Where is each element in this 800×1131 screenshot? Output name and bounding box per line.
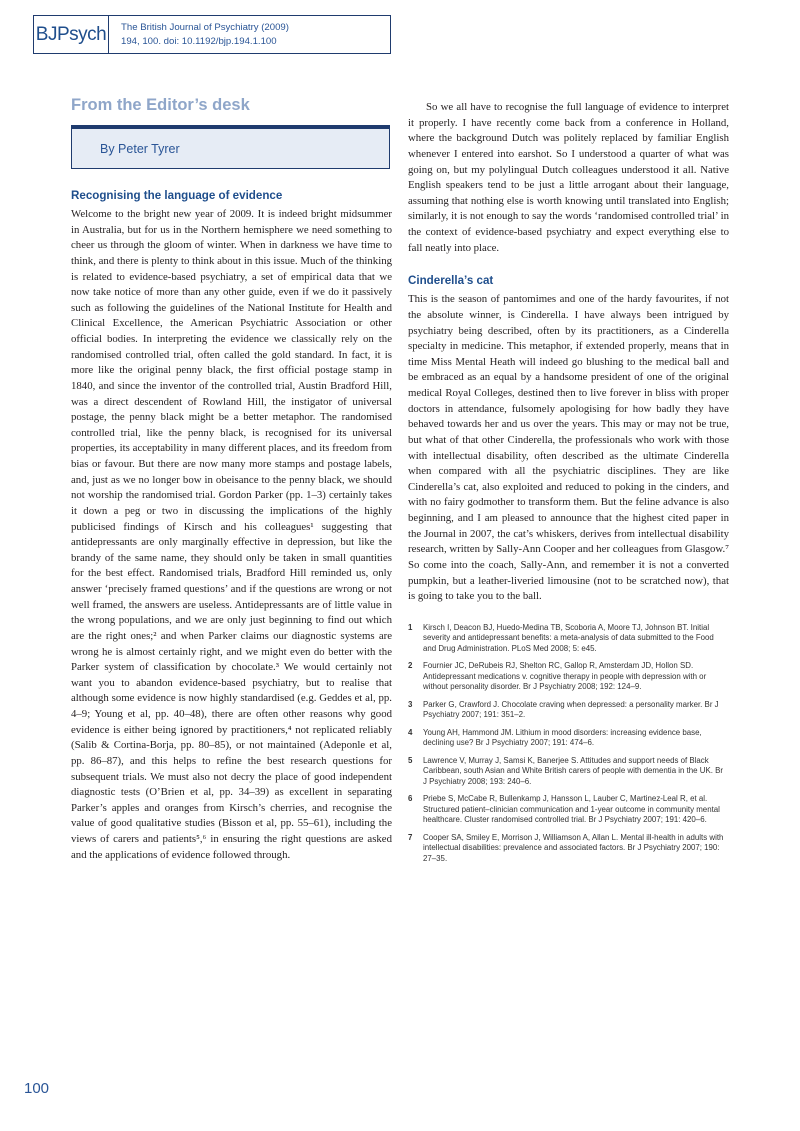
reference-item: 3 Parker G, Crawford J. Chocolate craving when depressed: a personality marker. Br J Psychiatry 2007; 191: 351–2. [408,699,719,720]
journal-name: The British Journal of Psychiatry (2009) [121,22,289,33]
page-number: 100 [24,1080,50,1097]
reference-item: 7 Cooper SA, Smiley E, Morrison J, Williamson A, Allan L. Mental ill-health in adults with intellectual disabilities: prevalence and associated factors. Br J Psychiatry 2007; 190: 27–35. [408,832,724,863]
bjpsych-logo: BJPsych [34,16,109,53]
heading-cinderellas-cat: Cinderella’s cat [408,274,494,288]
paragraph-2: So we all have to recognise the full language of evidence to interpret it properly. I have recently come back from a conference in Holland, where the background Dutch was politely replaced by familiar English whenever I entered into earshot. So I understood a quarter of what was going on, but my polylingual Dutch colleagues understood it all. Native English speakers tend to be just a little arrogant about their language, assuming that nothing else is worth knowing until translated into English; similarly, it is not enough to say the words ‘randomised controlled trial’ in the context of evidence-based psychiatry and expect everything else to fall neatly into place. [408,101,729,254]
reference-list [408,623,729,865]
reference-item: 6 Priebe S, McCabe R, Bullenkamp J, Hansson L, Lauber C, Martinez-Leal R, et al. Structured patient–clinician communication and 1-year outcome in community mental healthcare. Cluster randomised controlled trial. Br J Psychiatry 2007; 191: 420–6. [408,794,720,825]
paragraph-1: Welcome to the bright new year of 2009. It is indeed bright midsummer in Australia, but for us in the Northern hemisphere we need something to cheer us through the gloom of winter. When in darkness we have time to think, and there is plenty to think about in this issue. Much of the thinking is related to evidence-based psychiatry, a set of empirical data that we now take notice of more than any other guide, even if we do it passively such as following the guidelines of the National Institute for Health and Clinical Excellence, the American Psychiatric Association or other official bodies. In interpreting the evidence we classically rely on the randomised controlled trial, often called the gold standard. In fact, it is more like the original penny black, the first official postage stamp in 1840, and since the inventor of the controlled trial, Austin Bradford Hill, was a direct descendent of Rowland Hill, the instigator of universal postage, the penny black might be a better metaphor. The randomised controlled trial, like the penny black, is recognised for its universal properties, its acceptability in many different places, and its freedom from bias or favour. But there are now many more stamps and postage labels, and, just as we no longer bow in obeisance to the penny black, we should not worship the randomised trial. Gordon Parker (pp. 1–3) certainly takes it down a peg or two in discussing the implications of the highly publicised findings of Kirsch and his colleagues¹ suggesting that antidepressants are only marginally effective in depression, but like the brandy of the same name, they should only be taken in small quantities for the best effect. Randomised trials, Bradford Hill reminded us, only answer ‘precisely framed questions’ and if the questions are wrong or not well framed, the answers are useless. Antidepressants are of little value in the wrong populations, and we are only just beginning to find out which are the right ones;² and when Parker claims our diagnostic systems are wrong he is almost certainly right, and we might even do better with the Parker system of classification by chocolate.³ We would certainly not want you to abandon evidence-based psychiatry, but to realise that although some evidence is now highly standardised (e.g. Geddes et al, pp. 4–9; Young et al, pp. 40–48), there are often other reasons why good evidence is either being ignored by practitioners,⁴ not replicated reliably (Salib & Cortina-Borja, pp. 80–85), or not maintained (Adeponle et al, pp. 86–87), and this helps to refine the best research questions for subsequent trials. We must also not decry the place of good independent diagnostic tests (O’Brien et al, pp. 34–39) as excellent in separating Parker’s apples and oranges from Kirsch’s cherries, and recognise the value of good qualitative studies (Bisson et al, pp. 55–61), including the views of carers and patients⁵,⁶ in ensuring the right questions are asked and the applications of evidence followed through. [71,208,392,861]
reference-item: 5 Lawrence V, Murray J, Samsi K, Banerjee S. Attitudes and support needs of Black Caribbean, south Asian and White British carers of people with dementia in the UK. Br J Psychiatry 2008; 193: 240–6. [408,755,724,786]
reference-item: 2 Fournier JC, DeRubeis RJ, Shelton RC, Gallop R, Amsterdam JD, Hollon SD. Antidepressant medications v. cognitive therapy in people with depression with or without personality disorder. Br J Psychiatry 2008; 192: 124–9. [408,661,707,692]
paragraph-3: This is the season of pantomimes and one of the hardy favourites, if not the absolute winner, is Cinderella. I have always been intrigued by psychiatry being described, often by its practitioners, as a Cinderella specialty in medicine. This metaphor, if extended properly, means that in time Miss Mental Heath will indeed go blushing to the medical ball and be embraced as an equal by a handsome president of one of the original medical Royal Colleges, destined then to live forever in bliss with proper doctors in attendance, fulsomely apologising for how badly they have behaved towards her and us over the years. This may or may not be true, but what of that other Cinderella, the professionals who work with those with intellectual disability, often described as the ultimate Cinderella when compared with all the psychiatric disciplines. They are like Cinderella’s cat, also exploited and reduced to poking in the cinders, and with no fairy godmother to transform them. But the feline advance is also beginning, and I am pleased to announce that the highest cited paper in the Journal in 2007, the cat’s whiskers, derives from intellectual disability research, written by Sally-Ann Cooper and her colleagues from Glasgow.⁷ So come into the coach, Sally-Ann, and remember it is not a converted pumpkin, but a leather-liveried limousine (not to be scratched now), that is going to take you to the ball. [408,293,729,603]
doi-line: 194, 100. doi: 10.1192/bjp.194.1.100 [121,36,277,47]
journal-header [33,15,391,54]
heading-recognising-evidence: Recognising the language of evidence [71,189,283,202]
left-column [71,96,392,863]
reference-item: 1 Kirsch I, Deacon BJ, Huedo-Medina TB, Scoboria A, Moore TJ, Johnson BT. Initial severity and antidepressant benefits: a meta-analysis of data submitted to the Food and Drug Administration. PLoS Med 2008; 5: e45. [408,622,714,653]
author-name: By Peter Tyrer [100,141,180,156]
reference-item: 4 Young AH, Hammond JM. Lithium in mood disorders: increasing evidence base, declining use? Br J Psychiatry 2007; 191: 474–6. [408,727,702,748]
journal-citation [109,16,289,53]
section-title: From the Editor’s desk [71,96,250,114]
author-byline [71,125,390,169]
right-column [408,100,729,871]
